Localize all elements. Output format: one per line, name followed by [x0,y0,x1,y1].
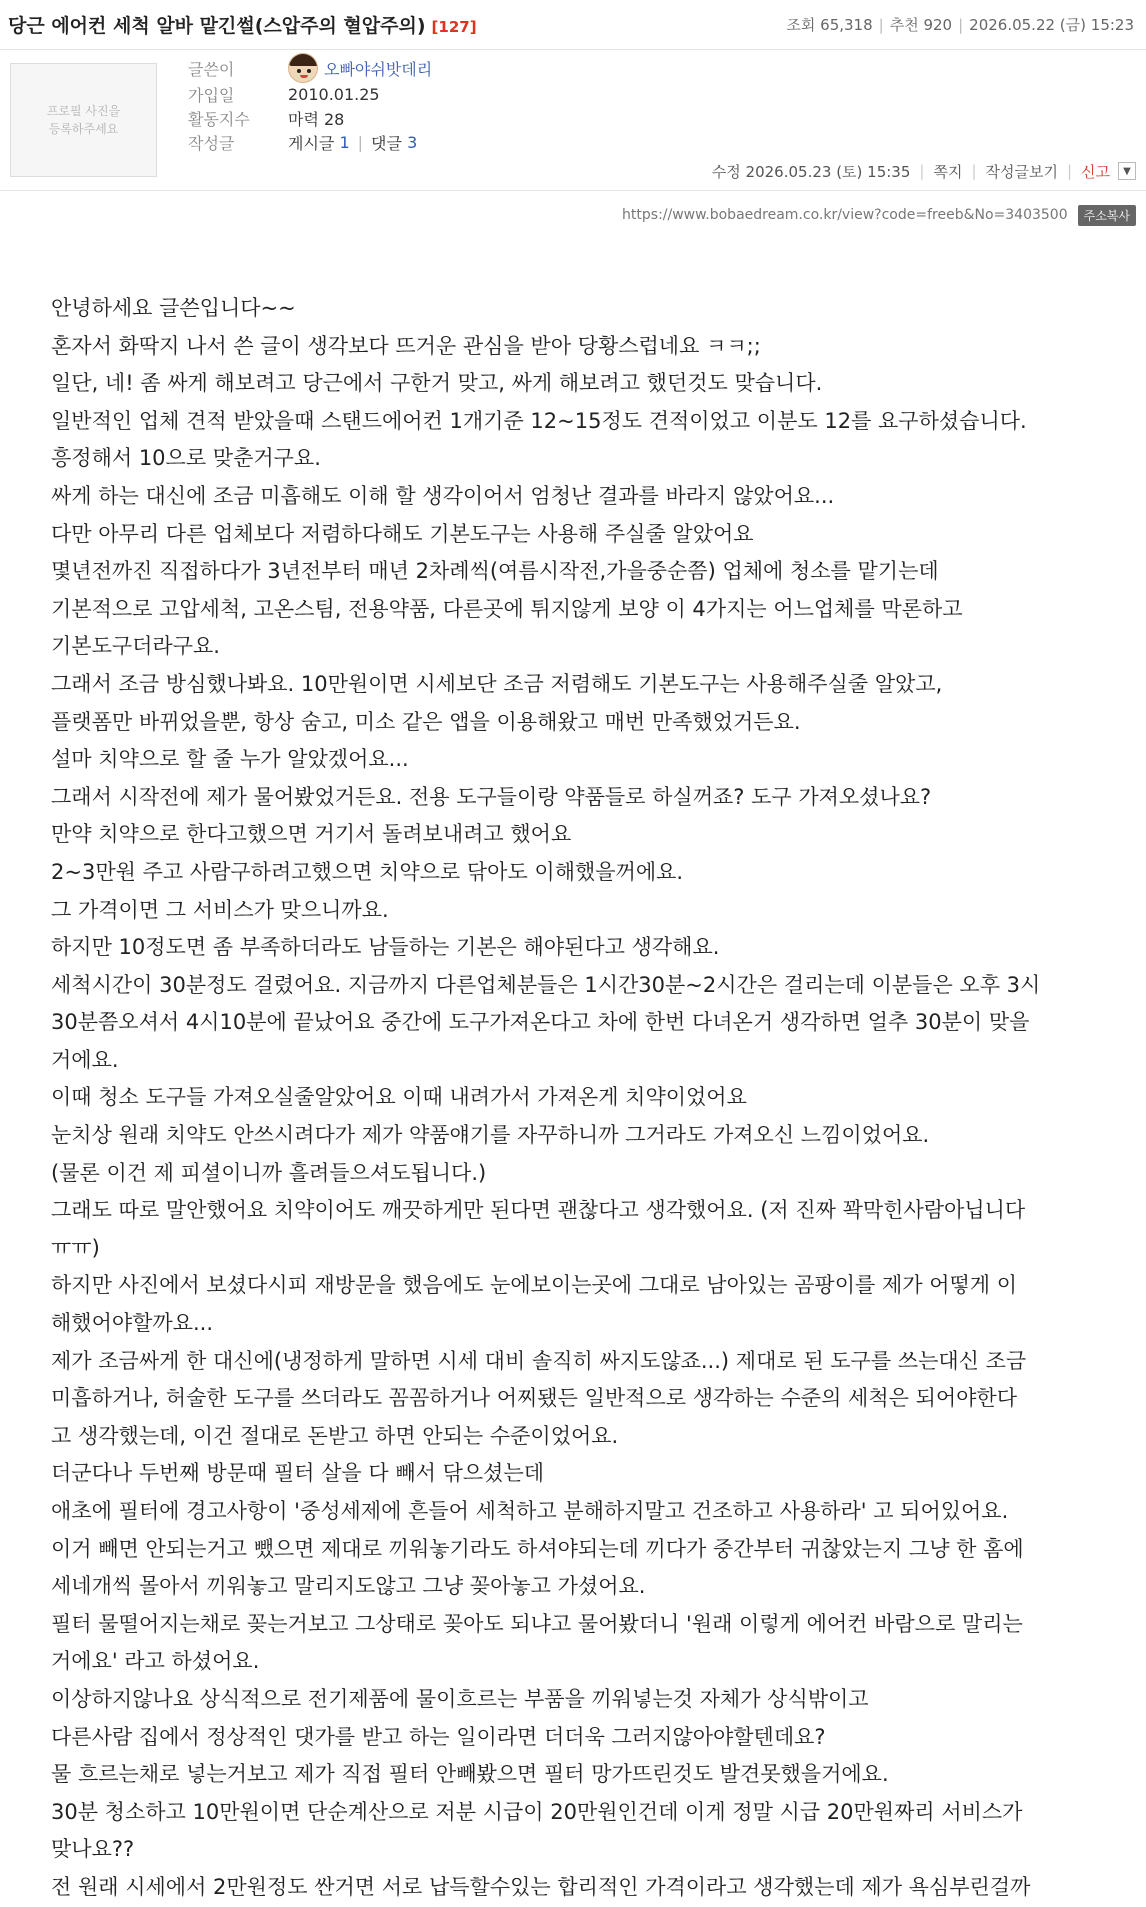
body-line: ㅠㅠ) [51,1235,100,1260]
posts-text: 게시글 [288,133,335,153]
divider: | [919,162,925,180]
body-line: 이상하지않나요 상식적으로 전기제품에 물이흐르는 부품을 끼워넣는것 자체가 상식밖이고 [51,1686,869,1711]
post-url: https://www.bobaedream.co.kr/view?code=freeb&No=3403500 [622,207,1068,223]
author-row [188,54,432,82]
body-line: 그 가격이면 그 서비스가 맞으니까요. [51,897,389,922]
body-line: 제가 조금싸게 한 대신에(냉정하게 말하면 시세 대비 솔직히 싸지도않죠...) 제대로 된 도구를 쓰는대신 조금 [51,1348,1027,1373]
body-line: 애초에 필터에 경고사항이 '중성세제에 흔들어 세척하고 분해하지말고 건조하고 사용하라' 고 되어있어요. [51,1499,1009,1523]
view-posts-link[interactable]: 작성글보기 [985,162,1058,181]
body-line: 플랫폼만 바뀌었을뿐, 항상 숨고, 미소 같은 앱을 이용해왔고 매번 만족했었거든요. [51,709,801,734]
post-title-text: 당근 에어컨 세척 알바 맡긴썰(스압주의 혈압주의) [8,15,426,37]
author-label: 글쓴이 [188,59,235,79]
posts-label: 작성글 [188,133,235,153]
body-line: 30분 청소하고 10만원이면 단순계산으로 저분 시급이 20만원인건데 이게 정말 시급 20만원짜리 서비스가 [51,1799,1023,1824]
modified-datetime: 수정 2026.05.23 (토) 15:35 [711,162,911,181]
body-line: 만약 치약으로 한다고했으면 거기서 돌려보내려고 했어요 [51,822,572,847]
body-line: 그래도 따로 말안했어요 치약이어도 깨끗하게만 된다면 괜찮다고 생각했어요. (저 진짜 꽉막힌사람아닙니다 [51,1198,1026,1223]
body-line: (물론 이건 제 피셜이니까 흘려들으셔도됩니다.) [51,1160,487,1185]
divider: | [878,16,884,34]
body-line: 맞나요?? [51,1837,135,1862]
body-line: 다만 아무리 다른 업체보다 저렴하다해도 기본도구는 사용해 주실줄 알았어요 [51,521,754,546]
note-link[interactable]: 쪽지 [933,162,963,181]
body-line: 싸게 하는 대신에 조금 미흡해도 이해 할 생각이어서 엄청난 결과를 바라지 않았어요... [51,483,835,508]
copy-url-button[interactable]: 주소복사 [1078,205,1136,226]
photo-placeholder-line1: 프로필 사진을 [46,104,121,118]
divider: | [357,132,364,152]
body-line: 해했어야할까요... [51,1311,214,1336]
body-line: 기본적으로 고압세척, 고온스팀, 전용약품, 다른곳에 튀지않게 보양 이 4가지는 어느업체를 막론하고 [51,596,963,621]
body-line: 안녕하세요 글쓴입니다~~ [51,296,296,320]
body-line: 그래서 시작전에 제가 물어봤었거든요. 전용 도구들이랑 약품들로 하실꺼죠? 도구 가져오셨나요? [51,784,932,809]
post-title [8,11,477,38]
divider: | [958,16,964,34]
body-line: 하지만 10정도면 좀 부족하더라도 남들하는 기본은 해야된다고 생각해요. [51,935,720,960]
body-line: 전 원래 시세에서 2만원정도 싼거면 서로 납득할수있는 합리적인 가격이라고 생각했는데 제가 욕심부린걸까 [51,1874,1031,1899]
body-line: 미흡하거나, 허술한 도구를 쓰더라도 꼼꼼하거나 어찌됐든 일반적으로 생각하는 수준의 세척은 되어야한다 [51,1386,1018,1411]
comments-text: 댓글 [371,133,402,153]
recommend-count: 추천 920 [889,16,953,34]
body-line: 일단, 네! 좀 싸게 해보려고 당근에서 구한거 맞고, 싸게 해보려고 했던것도 맞습니다. [51,371,823,396]
body-line: 혼자서 화딱지 나서 쓴 글이 생각보다 뜨거운 관심을 받아 당황스럽네요 ㅋㅋ;; [51,333,761,358]
post-actions [712,157,1136,185]
body-line: 세네개씩 몰아서 끼워놓고 말리지도않고 그냥 꽂아놓고 가셨어요. [51,1574,646,1599]
body-line: 필터 물떨어지는채로 꽂는거보고 그상태로 꽂아도 되냐고 물어봤더니 '원래 이렇게 에어컨 바람으로 말리는 [51,1611,1023,1636]
body-line: 세척시간이 30분정도 걸렸어요. 지금까지 다른업체분들은 1시간30분~2시간은 걸리는데 이분들은 오후 3시 [51,972,1041,997]
body-line: 설마 치약으로 할 줄 누가 알았겠어요... [51,747,409,772]
post-datetime: 2026.05.22 (금) 15:23 [969,16,1134,34]
body-line: 2~3만원 주고 사람구하려고했으면 치약으로 닦아도 이해했을꺼에요. [51,859,684,884]
joined-label: 가입일 [188,85,235,105]
body-line: 물 흐르는채로 넣는거보고 제가 직접 필터 안빼봤으면 필터 망가뜨린것도 발견못했을거에요. [51,1762,889,1787]
posts-count[interactable]: 1 [339,132,350,152]
body-line: 이때 청소 도구들 가져오실줄알았어요 이때 내려가서 가져온게 치약이었어요 [51,1085,747,1110]
report-link[interactable]: 신고 [1081,162,1110,181]
body-line: 30분쯤오셔서 4시10분에 끝났어요 중간에 도구가져온다고 차에 한번 다녀온거 생각하면 얼추 30분이 맞을 [51,1010,1030,1035]
author-name[interactable]: 오빠야쉬밧데리 [324,59,433,79]
body-line: 흥정해서 10으로 맞춘거구요. [51,446,321,471]
divider: | [1066,162,1073,180]
activity-label: 활동지수 [188,109,250,129]
comment-count[interactable]: [127] [431,18,477,36]
activity-value: 마력 28 [288,109,345,129]
body-line: 기본도구더라구요. [51,634,220,659]
joined-value: 2010.01.25 [288,84,380,104]
post-url-row [622,204,1136,226]
comments-count[interactable]: 3 [407,132,418,152]
post-header [0,0,1146,50]
avatar-icon[interactable] [288,53,318,83]
body-line: 일반적인 업체 견적 받았을때 스탠드에어컨 1개기준 12~15정도 견적이었고 이분도 12를 요구하셨습니다. [51,408,1027,433]
post-body [51,290,1121,1907]
profile-photo-placeholder [10,63,157,177]
body-line: 거에요. [51,1047,119,1072]
view-count: 조회 65,318 [786,16,873,34]
body-line: 거에요' 라고 하셨어요. [51,1649,260,1674]
body-line: 몇년전까진 직접하다가 3년전부터 매년 2차례씩(여름시작전,가을중순쯤) 업체에 청소를 맡기는데 [51,559,939,584]
divider: | [971,162,977,180]
body-line: 고 생각했는데, 이건 절대로 돈받고 하면 안되는 수준이었어요. [51,1423,619,1448]
body-line: 그래서 조금 방심했나봐요. 10만원이면 시세보단 조금 저렴해도 기본도구는 사용해주실줄 알았고, [51,671,943,696]
body-line: 하지만 사진에서 보셨다시피 재방문을 했음에도 눈에보이는곳에 그대로 남아있는 곰팡이를 제가 어떻게 이 [51,1273,1018,1298]
body-line: 더군다나 두번째 방문때 필터 살을 다 빼서 닦으셨는데 [51,1461,545,1486]
body-line: 이거 빼면 안되는거고 뺐으면 제대로 끼워놓기라도 하셔야되는데 끼다가 중간부터 귀찮았는지 그냥 한 홈에 [51,1536,1024,1561]
body-line: 다른사람 집에서 정상적인 댓가를 받고 하는 일이라면 더더욱 그러지않아야할텐데요? [51,1724,826,1749]
photo-placeholder-line2: 등록하주세요 [48,122,119,136]
post-meta [786,14,1134,35]
body-line: 눈치상 원래 치약도 안쓰시려다가 제가 약품얘기를 자꾸하니까 그거라도 가져오신 느낌이었어요. [51,1123,930,1148]
posts-row [188,128,417,156]
chevron-down-icon[interactable]: ▼ [1118,162,1136,180]
